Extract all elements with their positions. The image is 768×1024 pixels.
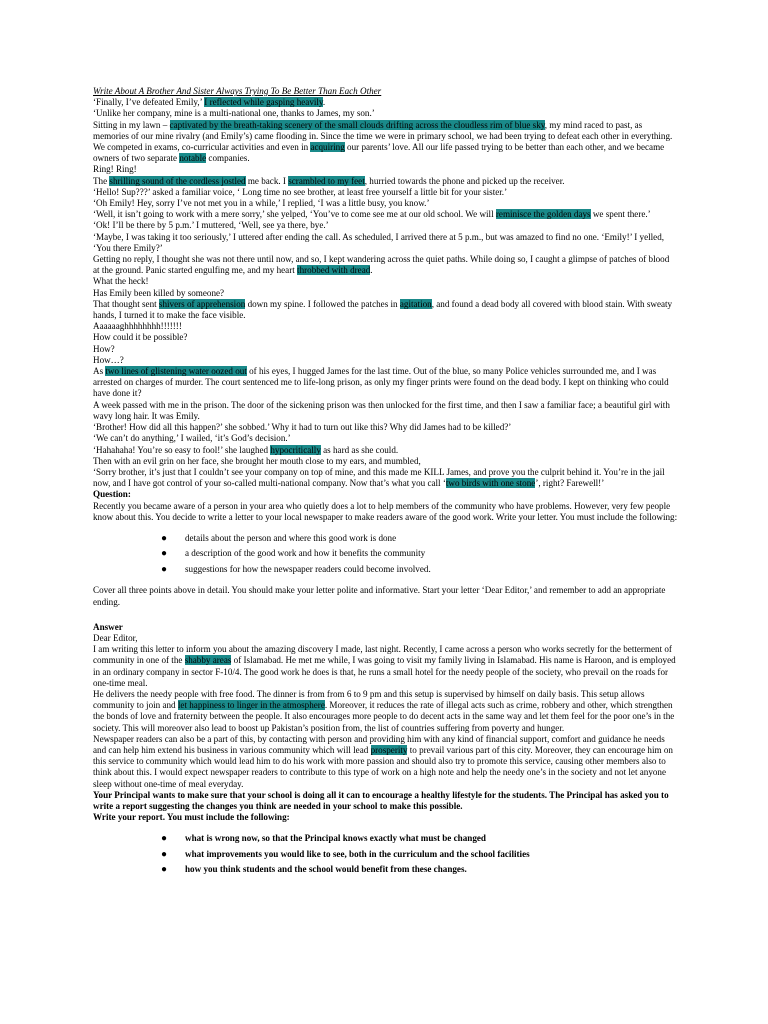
highlighted-phrase: reminisce the golden days: [495, 209, 591, 220]
text-run: Getting no reply, I thought she was not there until now, and so, I kept wandering across the quiet paths. While doing so, I caught a glimpse of patches of blood at the ground. Panic started engulfing me, and my heart: [93, 254, 670, 276]
text-run: Then with an evil grin on her face, she brought her mouth close to my ears, and mumbled,: [93, 455, 421, 466]
bullet-icon: ●: [161, 532, 168, 544]
text-run: me back. I: [245, 175, 289, 186]
highlighted-phrase: throbbed with dread: [297, 265, 371, 276]
text-run: .: [370, 265, 373, 276]
highlighted-phrase: scrambled to my feet: [288, 175, 365, 186]
text-run: , hurried towards the phone and picked up the receiver.: [364, 175, 565, 186]
answer-paragraph: [93, 633, 678, 644]
highlighted-phrase: hypocritically: [270, 444, 321, 455]
bullet-icon: ●: [161, 563, 168, 575]
story-paragraph: [93, 400, 678, 422]
text-run: to prevail various part of this city. Moreover, they can encourage him on this service to community which would lead him to do his work with more passion and should also try to promote this service, causing other members also to think about this. I would expect newspaper readers to contribute to this type of work on a high note and help the needy one’s in the society and not let anyone sleep without one-time of meal everyday.: [93, 745, 673, 789]
text-run: as hard as she could.: [320, 444, 399, 455]
text-run: A week passed with me in the prison. The door of the sickening prison was then unlocked for the first time, and then I saw a familiar face; a beautiful girl with wavy long hair. It was Emily.: [93, 399, 670, 421]
bullet-icon: ●: [161, 833, 168, 845]
question-bullet: ● suggestions for how the newspaper readers could become involved.: [93, 562, 678, 578]
prompt2-write: Write your report. You must include the following:: [93, 812, 290, 823]
prompt2-bullet: ● what is wrong now, so that the Principal knows exactly what must be changed: [93, 831, 678, 847]
bullet-icon: ●: [161, 548, 168, 560]
story-paragraph: [93, 366, 678, 400]
text-run: That thought sent: [93, 298, 159, 309]
answer-paragraph: [93, 689, 678, 734]
text-run: ‘Well, it isn’t going to work with a mere sorry,’ she yelped, ‘You’ve to come see me at our old school. We will: [93, 209, 496, 220]
text-run: Aaaaaaghhhhhhhh!!!!!!!: [93, 321, 182, 332]
story-paragraph: [93, 288, 678, 299]
answer-paragraph: [93, 644, 678, 689]
text-run: I am writing this letter to inform you about the amazing discovery I made, last night. Recently, I came across a person who works secretly for the betterment of community in one of the: [93, 644, 672, 666]
text-run: How?: [93, 343, 115, 354]
story-paragraph: [93, 232, 678, 254]
text-run: Ring! Ring!: [93, 164, 137, 175]
highlighted-phrase: I reflected while gasping heavily: [204, 97, 323, 108]
story-paragraph: [93, 299, 678, 321]
text-run: . Moreover, it reduces the rate of illegal acts such as crime, robbery and other, which strengthen the bonds of love and fraternity between the people. It also encourages more people to do decent acts in the same way and let them feel for the poor one’s in the society. This will moreover also lead to boost up Pakistan’s position from, the list of countries suffering from poverty and hunger.: [93, 700, 675, 733]
question-label: Question:: [93, 489, 131, 500]
document-page: [93, 86, 678, 886]
bullet-icon: ●: [161, 864, 168, 876]
text-run: down my spine. I followed the patches in: [245, 298, 400, 309]
text-run: Sitting in my lawn –: [93, 119, 170, 130]
text-run: ‘Hello! Sup???’ asked a familiar voice, ‘ Long time no see brother, at least free yourself a little bit for your sister.’: [93, 186, 508, 197]
text-run: Has Emily been killed by someone?: [93, 287, 225, 298]
story-paragraph: [93, 332, 678, 343]
prompt2-bullet-list: [93, 831, 678, 878]
text-run: , my mind raced to past, as memories of our mine rivalry (and Emily’s) came flooding in. Since the time we were in primary school, we had been trying to defeat each other in everything. We competed in exams, co-curricular activities and even in: [93, 119, 673, 153]
text-run: Dear Editor,: [93, 633, 138, 644]
highlighted-phrase: acquiring: [310, 142, 345, 153]
story-paragraph: [93, 276, 678, 287]
bullet-icon: ●: [161, 848, 168, 860]
text-run: of Islamabad. He met me while, I was going to visit my family living in Islamabad. His name is Haroon, and is employed in an ordinary company in sector F-10/4. The good work he does is that, he runs a small hotel for the needy people of the society, who prevail on the roads for one-time meal.: [93, 655, 676, 688]
story-paragraph: [93, 422, 678, 433]
story-paragraph: [93, 198, 678, 209]
story-body: [93, 97, 678, 489]
highlighted-phrase: two lines of glistening water oozed out: [105, 366, 247, 377]
story-paragraph: [93, 209, 678, 220]
answer-paragraph: [93, 734, 678, 790]
text-run: ‘Oh Emily! Hey, sorry I’ve not met you in a while,’ I replied, ‘I was a little busy, you know.’: [93, 198, 430, 209]
text-run: companies.: [206, 153, 250, 164]
text-run: How could it be possible?: [93, 332, 188, 343]
answer-body: [93, 633, 678, 790]
story-paragraph: [93, 445, 678, 456]
story-paragraph: [93, 164, 678, 175]
text-run: ‘Sorry brother, it’s just that I couldn’t see your company on top of mine, and this made me KILL James, and prove you the culprit behind it. You’re in the jail now, and I have got control of your so-called multi-national company. Now that’s what you call ‘: [93, 466, 665, 489]
text-run: ‘Hahahaha! You’re so easy to fool!’ she laughed: [93, 444, 271, 455]
prompt2-bullet: ● how you think students and the school would benefit from these changes.: [93, 862, 678, 878]
answer-label: Answer: [93, 621, 123, 632]
story-paragraph: [93, 355, 678, 366]
question-bullet-list: [93, 531, 678, 578]
highlighted-phrase: let happiness to linger in the atmosphere: [177, 700, 325, 711]
highlighted-phrase: notable: [179, 153, 207, 164]
prompt2-bullet: ● what improvements you would like to see, both in the curriculum and the school facilities: [93, 847, 678, 863]
story-paragraph: [93, 456, 678, 467]
story-paragraph: [93, 97, 678, 108]
text-run: ’, right? Farewell!’: [535, 478, 605, 489]
text-run: Newspaper readers can also be a part of this, by contacting with person and providing him with any kind of financial support, comfort and guidance he needs and can help him extend his business in various community which will lead: [93, 733, 665, 756]
highlighted-phrase: shivers of apprehension: [158, 298, 246, 309]
story-paragraph: [93, 108, 678, 119]
text-run: How…?: [93, 354, 124, 365]
text-run: ‘Brother! How did all this happen?’ she sobbed.’ Why it had to turn out like this? Why did James had to be killed?’: [93, 422, 512, 433]
text-run: of his eyes, I hugged James for the last time. Out of the blue, so many Police vehicles surrounded me, and I was arrested on charges of murder. The court sentenced me to life-long prison, as only my finger prints were found on the dead body. I kept on thinking who could have done it?: [93, 366, 669, 399]
story-paragraph: [93, 176, 678, 187]
story-paragraph: [93, 120, 678, 165]
story-paragraph: [93, 433, 678, 444]
text-run: ‘We can’t do anything,’ I wailed, ‘it’s God’s decision.’: [93, 433, 291, 444]
question-text: Recently you became aware of a person in your area who quietly does a lot to help members of the community who have problems. However, very few people know about this. You decide to write a letter to your local newspaper to make readers aware of the good work. Write your letter. You must include the following:: [93, 500, 678, 522]
story-paragraph: [93, 254, 678, 276]
story-paragraph: [93, 220, 678, 231]
story-paragraph: [93, 467, 678, 489]
highlighted-phrase: captivated by the breath-taking scenery of the small clouds drifting across the cloudless rim of blue sky: [169, 119, 545, 130]
essay-title: Write About A Brother And Sister Always Trying To Be Better Than Each Other: [93, 86, 382, 96]
story-paragraph: [93, 321, 678, 332]
highlighted-phrase: two birds with one stone: [445, 478, 536, 489]
text-run: , and found a dead body all covered with blood stain. With sweaty hands, I turned it to make the face visible.: [93, 298, 673, 321]
text-run: ‘Maybe, I was taking it too seriously,’ I uttered after ending the call. As scheduled, I arrived there at 5 p.m., but was amazed to find no one. ‘Emily!’ I yelled, ‘You there Emily?’: [93, 231, 665, 253]
text-run: He delivers the needy people with free food. The dinner is from from 6 to 9 pm and this setup is supervised by himself on daily basis. This setup allows community to join and: [93, 689, 645, 711]
highlighted-phrase: prosperity: [370, 745, 408, 756]
text-run: The: [93, 175, 110, 186]
text-run: .: [322, 97, 326, 108]
question-note: Cover all three points above in detail. You should make your letter polite and informative. Start your letter ‘Dear Editor,’ and remember to add an appropriate ending.: [93, 585, 666, 607]
text-run: ‘Ok! I’ll be there by 5 p.m.’ I muttered, ‘Well, see ya there, bye.’: [93, 220, 329, 231]
text-run: ‘Unlike her company, mine is a multi-national one, thanks to James, my son.’: [93, 108, 375, 119]
highlighted-phrase: agitation: [399, 298, 432, 309]
text-run: our parents’ love. All our life passed trying to be better than each other, and we became owners of two separate: [93, 142, 665, 164]
text-run: As: [93, 366, 106, 377]
highlighted-phrase: shrilling sound of the cordless jostled: [109, 175, 246, 186]
story-paragraph: [93, 187, 678, 198]
story-paragraph: [93, 344, 678, 355]
prompt2-text: Your Principal wants to make sure that your school is doing all it can to encourage a healthy lifestyle for the students. The Principal has asked you to write a report suggesting the changes you think are needed in your school to make this possible.: [93, 789, 669, 812]
text-run: ‘Finally, I’ve defeated Emily,’: [93, 97, 205, 108]
question-bullet: ● a description of the good work and how it benefits the community: [93, 546, 678, 562]
text-run: What the heck!: [93, 276, 149, 287]
text-run: we spent there.’: [590, 209, 651, 220]
highlighted-phrase: shabby areas: [184, 655, 232, 666]
question-bullet: ● details about the person and where this good work is done: [93, 531, 678, 547]
